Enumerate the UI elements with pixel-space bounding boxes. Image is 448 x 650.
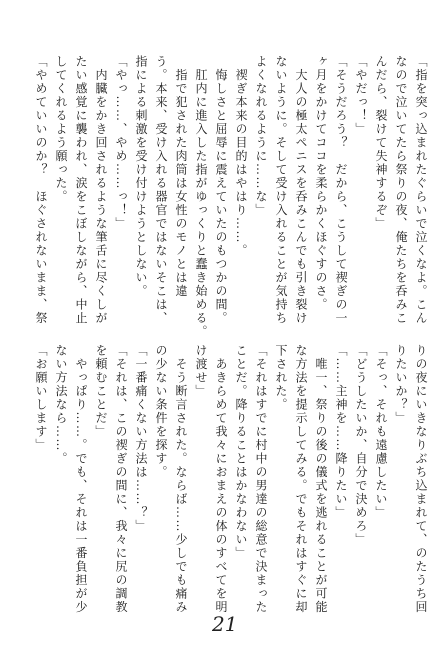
- text-column: 「やっ……、やめ……っ！」: [114, 55, 128, 231]
- text-column: 「それは、この禊ぎの間に、我々に尻の調教: [114, 344, 128, 614]
- text-column: 「お願いします」: [34, 344, 48, 452]
- text-column: 禊ぎ本来の目的はやはり……。: [234, 55, 248, 258]
- text-column: 「一番痛くない方法は……？」: [134, 344, 148, 533]
- text-column: ない方法なら……。: [54, 344, 68, 466]
- text-column: 肛内に進入した指がゆっくりと蠢き始める。: [194, 55, 208, 339]
- text-column: け渡せ」: [194, 344, 208, 398]
- text-column: 「指を突っ込まれたぐらいで泣くなよ。こん: [414, 55, 428, 325]
- text-column: 内臓をかき回されるような筆舌に尽くしが: [94, 55, 108, 325]
- text-column: あきらめて我々におまえの体のすべてを明: [214, 344, 228, 614]
- text-column: 「……主神を……降りたい」: [334, 344, 348, 520]
- text-column: りの夜にいきなりぶち込まれて、のたうち回: [414, 344, 428, 614]
- text-column: を頼むことだ」: [94, 344, 108, 439]
- page-number: 21: [212, 612, 238, 636]
- text-column: な方法を提示してみる。でもそれはすぐに却: [294, 344, 308, 614]
- text-column: の少ない条件を探す。: [154, 344, 168, 479]
- text-column: やっぱり……。でも、それは一番負担が少: [74, 344, 88, 614]
- text-column: 悔しさと屈辱に震えていたのもつかの間。: [214, 55, 228, 325]
- text-column: りたいか？」: [394, 344, 408, 425]
- text-column: 「そうだろう？ だから、こうして禊ぎの一: [334, 55, 348, 325]
- text-column: 「やだっ！」: [354, 55, 368, 136]
- text-column: 指で犯された肉筒は女性のモノとは違: [174, 55, 188, 298]
- text-column: よくなれるように……な」: [254, 55, 268, 217]
- text-column: そう断言された。ならば……少しでも痛み: [174, 344, 188, 614]
- text-column: う。本来、受け入れる器官ではないそこは、: [154, 55, 168, 325]
- text-column: ヶ月をかけてココを柔らかくほぐすのさ。: [314, 55, 328, 312]
- text-column: 「それはすでに村中の男達の総意で決まった: [254, 344, 268, 614]
- text-column: 「どうしたいか、自分で決めろ」: [354, 344, 368, 547]
- text-column: なので泣いてたら祭りの夜、俺たちを呑みこ: [394, 55, 408, 325]
- text-column: ないように。そして受け入れることが気持ち: [274, 55, 288, 325]
- text-column: 「やめていいのか？ ほぐされないまま、祭: [34, 55, 48, 325]
- text-column: ことだ。降りることはかなわない」: [234, 344, 248, 560]
- text-column: 「そっ、それも遠慮したい」: [374, 344, 388, 520]
- text-column: 唯一、祭りの後の儀式を逃れることが可能: [314, 344, 328, 614]
- text-column: たい感覚に襲われ、涙をこぼしながら、中止: [74, 55, 88, 325]
- text-column: んだら、裂けて失神するぞ」: [374, 55, 388, 231]
- text-column: 下された。: [274, 344, 288, 412]
- text-column: してくれるよう願った。: [54, 55, 68, 204]
- text-column: 指による刺激を受け付けようとしない。: [134, 55, 148, 298]
- text-column: 大人の極太ペニスを呑みこんでも引き裂け: [294, 55, 308, 325]
